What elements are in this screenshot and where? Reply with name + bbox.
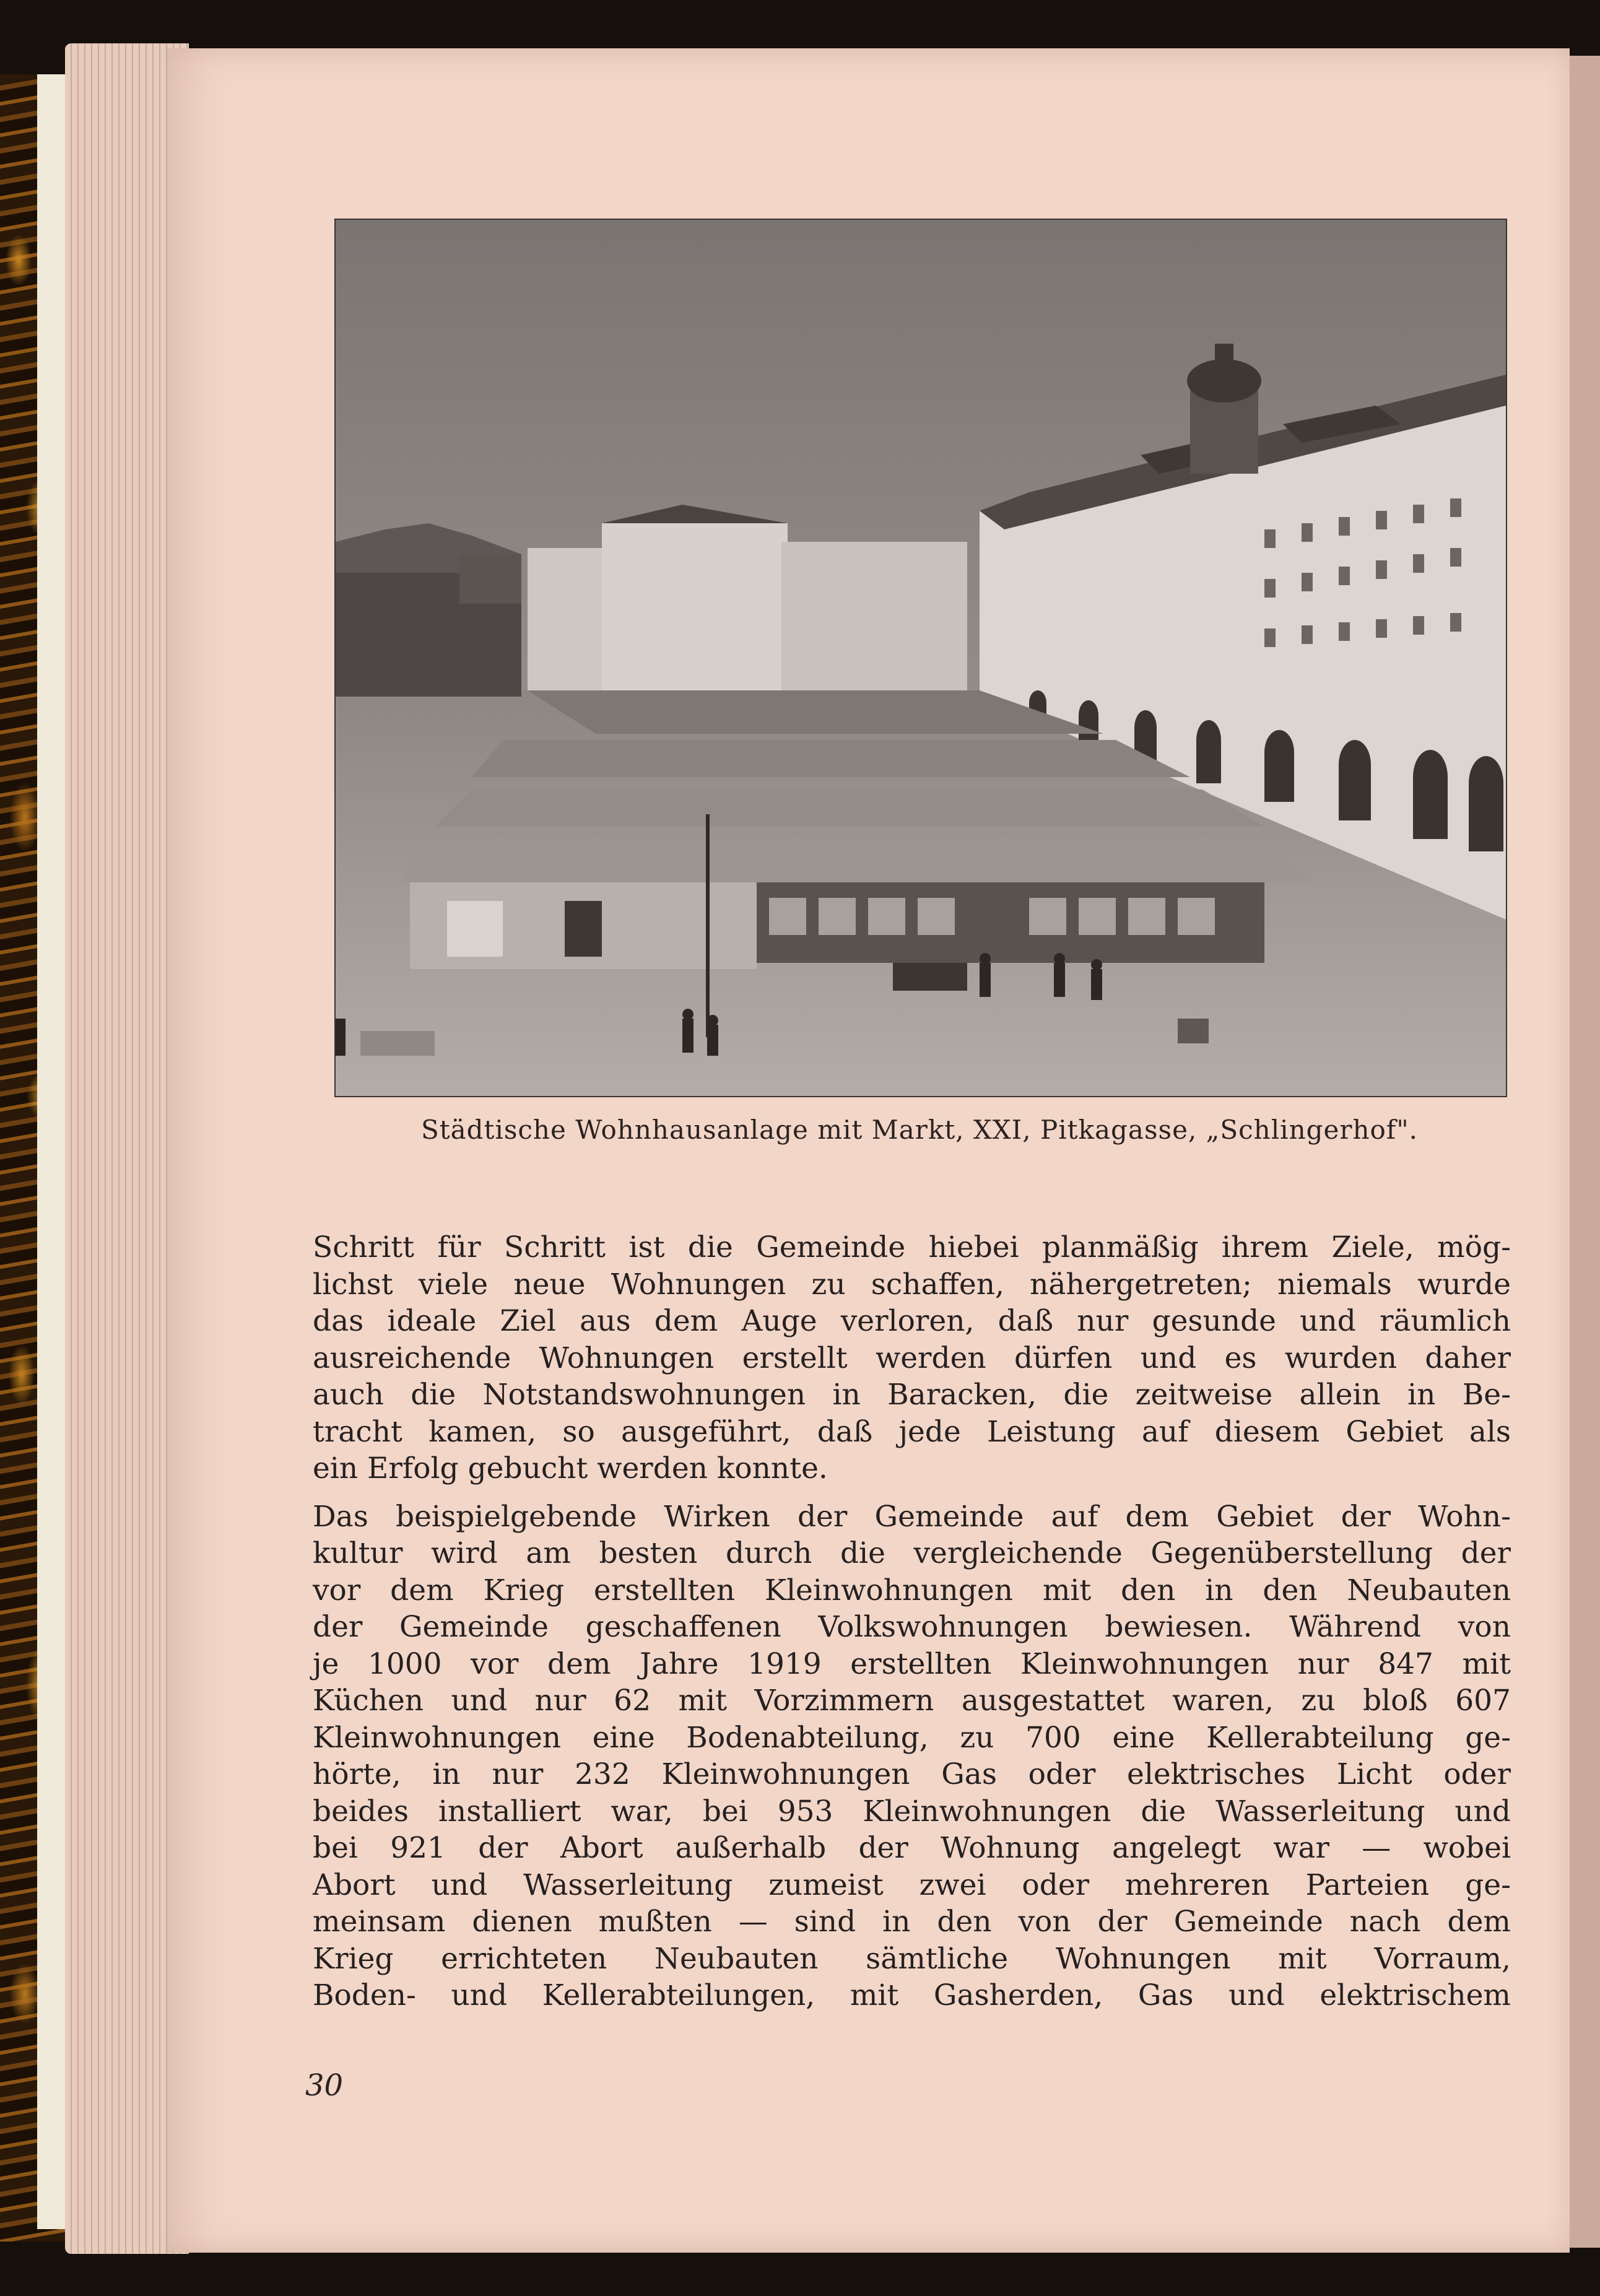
text-line: der Gemeinde geschaffenen Volkswohnungen bewiesen. Während von	[313, 1610, 1511, 1644]
text-line: beides installiert war, bei 953 Kleinwohnungen die Wasserleitung und	[313, 1794, 1511, 1829]
text-line: ausreichende Wohnungen erstellt werden dürfen und es wurden daher	[313, 1341, 1511, 1375]
text-line: kultur wird am besten durch die vergleichende Gegenüberstellung der	[313, 1536, 1511, 1570]
text-line: tracht kamen, so ausgeführt, daß jede Leistung auf diesem Gebiet als	[313, 1414, 1511, 1449]
photo-caption: Städtische Wohnhausanlage mit Markt, XXI, Pitkagasse, „Schlingerhof".	[420, 1115, 1419, 1145]
text-line: das ideale Ziel aus dem Auge verloren, daß nur gesunde und räumlich	[313, 1304, 1511, 1338]
text-line: Abort und Wasserleitung zumeist zwei oder mehreren Parteien ge-	[313, 1868, 1511, 1902]
facing-page-edge	[1570, 56, 1600, 2248]
text-line: lichst viele neue Wohnungen zu schaffen, nähergetreten; niemals wurde	[313, 1267, 1511, 1302]
text-line: Schritt für Schritt ist die Gemeinde hiebei planmäßig ihrem Ziele, mög-	[313, 1230, 1511, 1264]
text-line: Küchen und nur 62 mit Vorzimmern ausgestattet waren, zu bloß 607	[313, 1684, 1511, 1718]
text-line: Boden- und Kellerabteilungen, mit Gasherden, Gas und elektrischem	[313, 1978, 1511, 2012]
text-line: Kleinwohnungen eine Bodenabteilung, zu 700 eine Kellerabteilung ge-	[313, 1720, 1511, 1755]
paragraph-1	[313, 1229, 1511, 1487]
text-line: meinsam dienen mußten — sind in den von der Gemeinde nach dem	[313, 1905, 1511, 1939]
paragraph-2	[313, 1498, 1511, 2014]
body-text	[313, 1229, 1511, 2025]
text-line: ein Erfolg gebucht werden konnte.	[313, 1451, 828, 1485]
page-number: 30	[305, 2068, 344, 2103]
market-photograph	[334, 219, 1507, 1097]
text-line: Krieg errichteten Neubauten sämtliche Wohnungen mit Vorraum,	[313, 1941, 1511, 1976]
text-line: vor dem Krieg erstellten Kleinwohnungen mit den in den Neubauten	[313, 1573, 1511, 1607]
text-line: Das beispielgebende Wirken der Gemeinde auf dem Gebiet der Wohn-	[313, 1499, 1511, 1534]
text-line: bei 921 der Abort außerhalb der Wohnung angelegt war — wobei	[313, 1831, 1511, 1865]
text-line: hörte, in nur 232 Kleinwohnungen Gas oder elektrisches Licht oder	[313, 1757, 1511, 1791]
text-line: je 1000 vor dem Jahre 1919 erstellten Kleinwohnungen nur 847 mit	[313, 1646, 1511, 1681]
text-line: auch die Notstandswohnungen in Baracken, die zeitweise allein in Be-	[313, 1378, 1511, 1412]
